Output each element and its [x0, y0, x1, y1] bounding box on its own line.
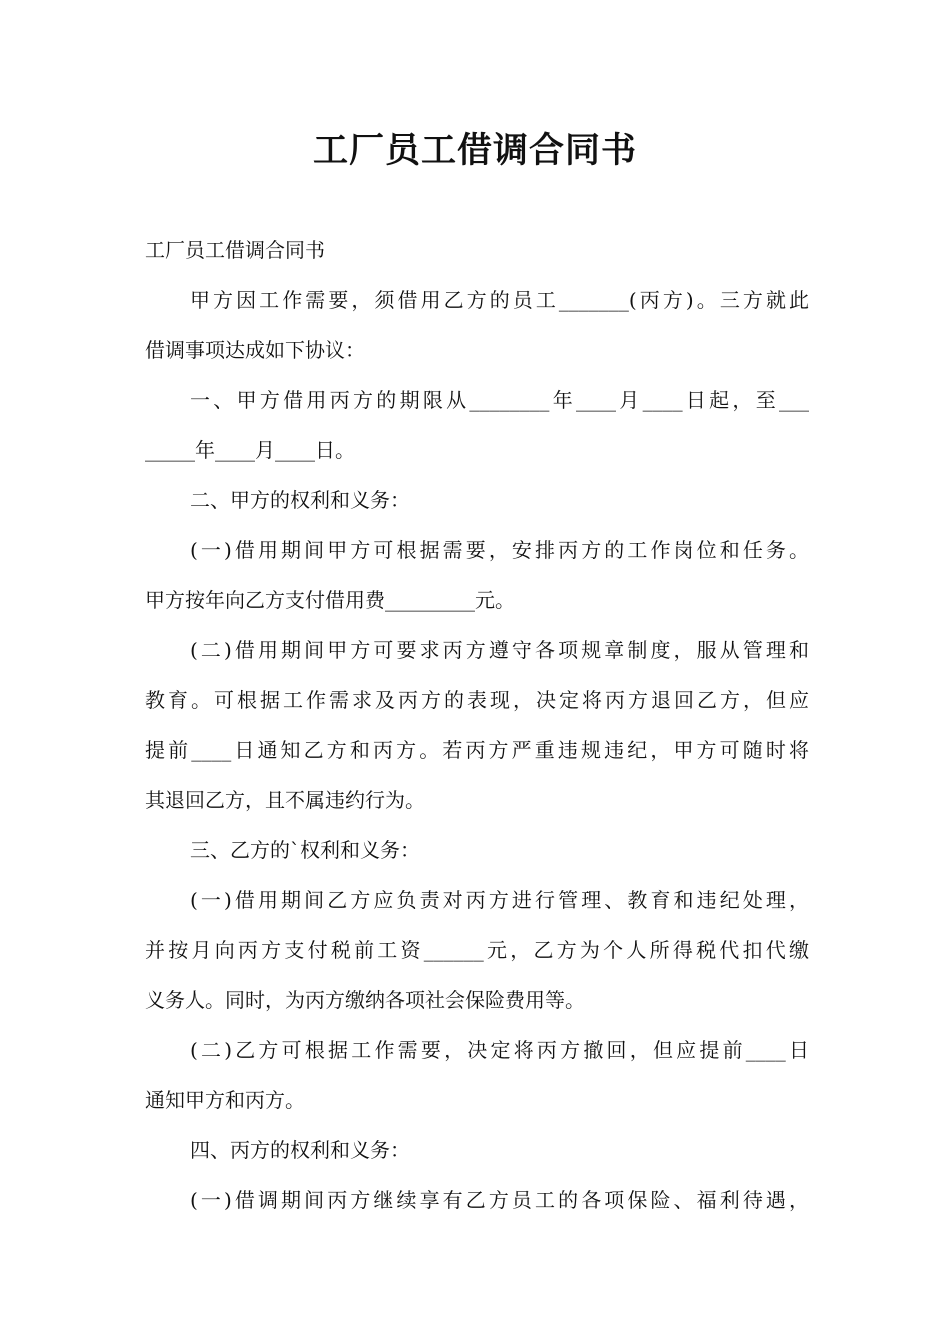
- body-line-subtitle: 工厂员工借调合同书: [145, 238, 325, 262]
- body-line: 甲方按年向乙方支付借用费_________元。: [145, 588, 515, 612]
- section-heading: 四、丙方的权利和义务：: [190, 1138, 410, 1162]
- body-line: _____年____月____日。: [145, 438, 355, 462]
- document-title: 工厂员工借调合同书: [312, 131, 637, 171]
- body-line: (一)借用期间乙方应负责对丙方进行管理、教育和违纪处理，: [190, 888, 809, 912]
- body-line: 提前____日通知乙方和丙方。若丙方严重违规违纪，甲方可随时将: [145, 738, 809, 762]
- body-line: 借调事项达成如下协议：: [145, 338, 365, 362]
- section-heading: 三、乙方的`权利和义务：: [190, 838, 420, 862]
- body-line: 甲方因工作需要，须借用乙方的员工_______(丙方)。三方就此: [190, 288, 809, 312]
- body-line: 一、甲方借用丙方的期限从________年____月____日起，至___: [190, 388, 809, 412]
- body-line: (一)借用期间甲方可根据需要，安排丙方的工作岗位和任务。: [190, 538, 809, 562]
- body-line: (一)借调期间丙方继续享有乙方员工的各项保险、福利待遇，: [190, 1188, 809, 1212]
- body-line: 教育。可根据工作需求及丙方的表现，决定将丙方退回乙方，但应: [145, 688, 809, 712]
- section-heading: 二、甲方的权利和义务：: [190, 488, 410, 512]
- body-line: 并按月向丙方支付税前工资______元，乙方为个人所得税代扣代缴: [145, 938, 809, 962]
- body-line: 义务人。同时，为丙方缴纳各项社会保险费用等。: [145, 988, 585, 1012]
- body-line: (二)借用期间甲方可要求丙方遵守各项规章制度，服从管理和: [190, 638, 809, 662]
- document-body: [145, 225, 809, 1225]
- body-line: (二)乙方可根据工作需要，决定将丙方撤回，但应提前____日: [190, 1038, 809, 1062]
- body-line: 通知甲方和丙方。: [145, 1088, 305, 1112]
- body-line: 其退回乙方，且不属违约行为。: [145, 788, 425, 812]
